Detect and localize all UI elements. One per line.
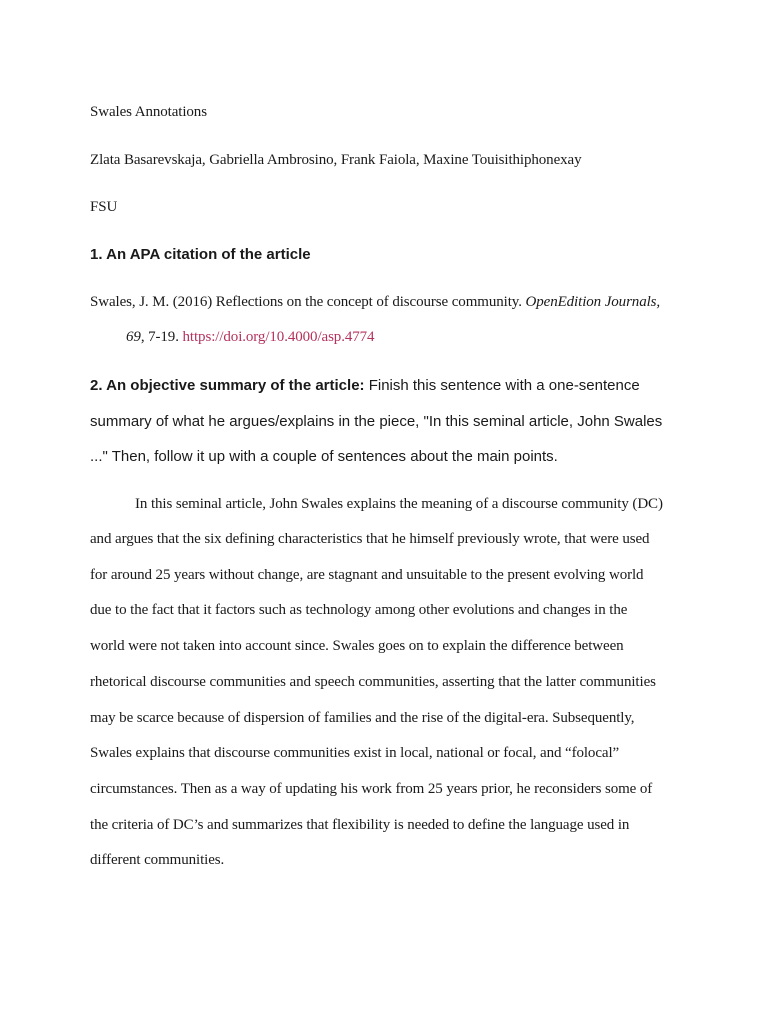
summary-line: world were not taken into account since. Swales goes on to explain the difference between xyxy=(90,638,624,654)
citation-pages: , 7-19. xyxy=(140,329,179,345)
summary-line: and argues that the six defining characteristics that he himself previously wrote, that were used xyxy=(90,531,650,547)
citation-line-2 xyxy=(126,329,374,346)
summary-line: different communities. xyxy=(90,852,225,868)
section2-heading: 2. An objective summary of the article: xyxy=(90,377,365,394)
instruction-line-3: ..." Then, follow it up with a couple of sentences about the main points. xyxy=(90,448,558,465)
summary-line: may be scarce because of dispersion of families and the rise of the digital-era. Subsequently, xyxy=(90,710,635,726)
summary-line: for around 25 years without change, are stagnant and unsuitable to the present evolving world xyxy=(90,567,644,583)
citation-prefix: Swales, J. M. (2016) Reflections on the concept of discourse community. xyxy=(90,294,522,310)
summary-line: Swales explains that discourse communities exist in local, national or focal, and “folocal” xyxy=(90,745,620,761)
citation-line-1 xyxy=(90,294,660,311)
summary-line: circumstances. Then as a way of updating his work from 25 years prior, he reconsiders some of xyxy=(90,781,653,797)
citation-journal: OpenEdition Journals, xyxy=(525,294,661,310)
summary-line: the criteria of DC’s and summarizes that flexibility is needed to define the language used in xyxy=(90,817,630,833)
author-list: Zlata Basarevskaja, Gabriella Ambrosino, Frank Faiola, Maxine Touisithiphonexay xyxy=(90,152,582,168)
instruction-line-1: Finish this sentence with a one-sentence xyxy=(364,377,640,394)
doi-link[interactable]: https://doi.org/10.4000/asp.4774 xyxy=(182,329,375,345)
instruction-line-2: summary of what he argues/explains in the piece, "In this seminal article, John Swales xyxy=(90,413,663,430)
summary-line: In this seminal article, John Swales explains the meaning of a discourse community (DC) xyxy=(135,496,663,512)
section2-heading-line xyxy=(90,377,640,394)
document-title: Swales Annotations xyxy=(90,104,207,120)
summary-line: due to the fact that it factors such as technology among other evolutions and changes in the xyxy=(90,602,628,618)
citation-volume: 69 xyxy=(126,329,141,345)
section1-heading: 1. An APA citation of the article xyxy=(90,246,311,263)
summary-line: rhetorical discourse communities and speech communities, asserting that the latter communities xyxy=(90,674,656,690)
institution: FSU xyxy=(90,199,118,215)
